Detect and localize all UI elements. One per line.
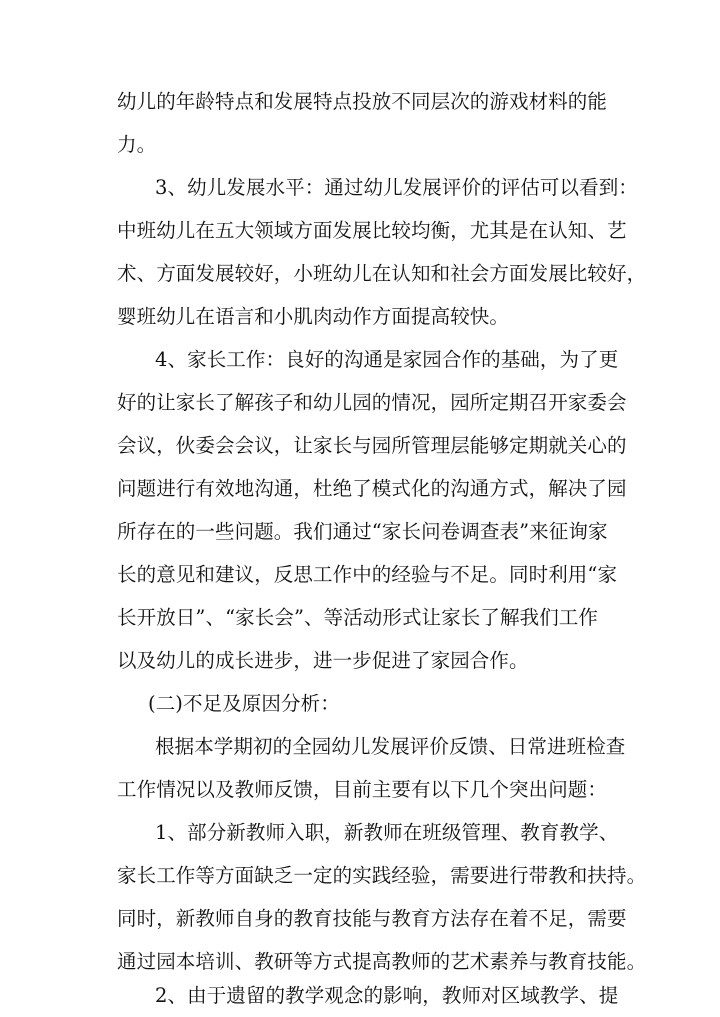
line-text: 3、幼儿发展水平：通过幼儿发展评价的评估可以看到：: [155, 176, 638, 199]
text-line: [0, 296, 720, 338]
text-line: [0, 167, 720, 209]
line-text: 以及幼儿的成长进步，进一步促进了家园合作。: [117, 649, 529, 672]
line-text: 术、方面发展较好，小班幼儿在认知和社会方面发展比较好，: [117, 262, 647, 285]
section-heading: [0, 683, 720, 725]
text-line: [0, 124, 720, 166]
line-text: 力。: [117, 133, 157, 156]
line-text: 4、家长工作：良好的沟通是家园合作的基础，为了更: [155, 348, 619, 371]
text-line: [0, 898, 720, 940]
line-text: 长的意见和建议，反思工作中的经验与不足。同时利用“家: [117, 563, 618, 586]
line-text: 中班幼儿在五大领域方面发展比较均衡，尤其是在认知、艺: [117, 219, 627, 242]
line-text: 通过园本培训、教研等方式提高教师的艺术素养与教育技能。: [117, 950, 647, 973]
text-line: [0, 468, 720, 510]
text-line: [0, 253, 720, 295]
text-line: [0, 726, 720, 768]
text-line: [0, 975, 720, 1017]
text-line: [0, 855, 720, 897]
line-text: 婴班幼儿在语言和小肌肉动作方面提高较快。: [117, 305, 510, 328]
line-text: 1、部分新教师入职，新教师在班级管理、教育教学、: [155, 821, 619, 844]
line-text: 2、由于遗留的教学观念的影响，教师对区域教学、提: [155, 984, 619, 1007]
text-line: [0, 382, 720, 424]
text-line: [0, 210, 720, 252]
text-line: [0, 640, 720, 682]
text-line: [0, 769, 720, 811]
line-text: 所存在的一些问题。我们通过“家长问卷调查表”来征询家: [117, 520, 608, 543]
text-line: [0, 425, 720, 467]
line-text: 家长工作等方面缺乏一定的实践经验，需要进行带教和扶持。: [117, 864, 647, 887]
line-text: 问题进行有效地沟通，杜绝了模式化的沟通方式，解决了园: [117, 477, 627, 500]
text-line: [0, 812, 720, 854]
line-text: (二)不足及原因分析：: [148, 692, 340, 715]
line-text: 同时，新教师自身的教育技能与教育方法存在着不足，需要: [117, 907, 627, 930]
text-line: [0, 554, 720, 596]
line-text: 好的让家长了解孩子和幼儿园的情况，园所定期召开家委会: [117, 391, 627, 414]
text-line: [0, 339, 720, 381]
line-text: 根据本学期初的全园幼儿发展评价反馈、日常进班检查: [155, 735, 626, 758]
line-text: 会议，伙委会会议，让家长与园所管理层能够定期就关心的: [117, 434, 627, 457]
line-text: 幼儿的年龄特点和发展特点投放不同层次的游戏材料的能: [117, 90, 608, 113]
text-line: [0, 597, 720, 639]
text-line: [0, 511, 720, 553]
line-text: 工作情况以及教师反馈，目前主要有以下几个突出问题：: [117, 778, 608, 801]
text-line: [0, 81, 720, 123]
line-text: 长开放日”、“家长会”、等活动形式让家长了解我们工作: [117, 606, 599, 629]
